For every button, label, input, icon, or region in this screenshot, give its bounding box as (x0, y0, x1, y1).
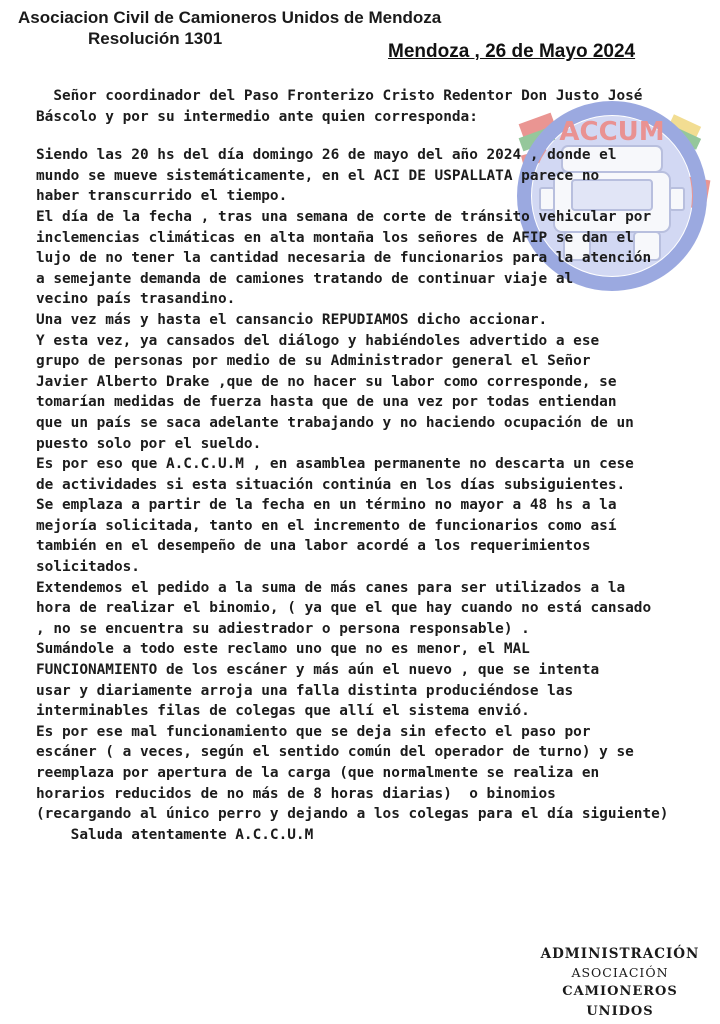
letter-line: (recargando al único perro y dejando a los colegas para el día siguiente) (36, 806, 669, 823)
salutation (36, 86, 686, 127)
letter-line: Señor coordinador del Paso Fronterizo Cristo Redentor Don Justo José (36, 88, 643, 104)
organization-name: Asociacion Civil de Camioneros Unidos de Mendoza (18, 8, 442, 27)
letter-line: escáner ( a veces, según el sentido común del operador de turno) y se (36, 744, 634, 761)
letter-line: El día de la fecha , tras una semana de corte de tránsito vehicular por (36, 208, 652, 225)
letter-line: , no se encuentra su adiestrador o persona responsable) . (36, 620, 530, 637)
letter-line: también en el desempeño de una labor acordé a los requerimientos (36, 538, 591, 555)
letter-line: usar y diariamente arroja una falla distinta produciéndose las (36, 682, 574, 699)
letter-line: horarios reducidos de no más de 8 horas diarias) o binomios (36, 785, 556, 802)
letter-line: Una vez más y hasta el cansancio REPUDIAMOS dicho accionar. (36, 311, 548, 328)
letter-line: a semejante demanda de camiones tratando de continuar viaje al (36, 270, 574, 287)
resolution-number: Resolución 1301 (88, 29, 223, 48)
letter-line: Javier Alberto Drake ,que de no hacer su labor como corresponde, se (36, 373, 617, 390)
letter-line: Se emplaza a partir de la fecha en un término no mayor a 48 hs a la (36, 497, 617, 514)
letter-line: puesto solo por el sueldo. (36, 435, 262, 452)
letter-paragraphs (36, 145, 686, 845)
signature-stamp (530, 944, 710, 1022)
stamp-line-camioneros-unidos: CAMIONEROS UNIDOS (562, 984, 678, 1019)
letter-line: Extendemos el pedido a la suma de más canes para ser utilizados a la (36, 579, 626, 596)
logo-text: ACCUM (559, 117, 665, 147)
letter-line: Sumándole a todo este reclamo uno que no es menor, el MAL (36, 641, 530, 658)
letter-line: grupo de personas por medio de su Administrador general el Señor (36, 353, 591, 370)
paragraph-gap (36, 127, 686, 145)
letter-line: Y esta vez, ya cansados del diálogo y habiéndoles advertido a ese (36, 332, 600, 349)
letter-line: Siendo las 20 hs del día domingo 26 de mayo del año 2024 , donde el (36, 147, 617, 164)
letter-line: lujo de no tener la cantidad necesaria de funcionarios para la atención (36, 250, 652, 267)
letter-line: Es por ese mal funcionamiento que se deja sin efecto el paso por (36, 723, 591, 740)
letter-body (36, 86, 686, 845)
letter-line: inclemencias climáticas en alta montaña los señores de AFIP se dan el (36, 229, 634, 246)
stamp-line-administracion: ADMINISTRACIÓN (540, 946, 700, 962)
letter-line: hora de realizar el binomio, ( ya que el que hay cuando no está cansado (36, 600, 652, 617)
letter-line: Es por eso que A.C.C.U.M , en asamblea permanente no descarta un cese (36, 456, 634, 473)
letter-line: tomarían medidas de fuerza hasta que de una vez por todas entiendan (36, 394, 617, 411)
stamp-line-asociacion: ASOCIACIÓN (571, 965, 669, 980)
letter-line: mundo se mueve sistemáticamente, en el ACI DE USPALLATA parece no (36, 167, 600, 184)
letter-date: Mendoza , 26 de Mayo 2024 (388, 41, 636, 62)
letter-line: que un país se saca adelante trabajando y no haciendo ocupación de un (36, 414, 634, 431)
letter-line: mejoría solicitada, tanto en el incremento de funcionarios como así (36, 517, 617, 534)
letter-line: reemplaza por apertura de la carga (que normalmente se realiza en (36, 765, 600, 781)
letter-line: FUNCIONAMIENTO de los escáner y más aún el nuevo , que se intenta (36, 662, 600, 679)
letter-line: haber transcurrido el tiempo. (36, 188, 288, 205)
letter-line: solicitados. (36, 559, 140, 576)
letter-line: interminables filas de colegas que allí el sistema envió. (36, 703, 530, 720)
letter-line: Báscolo y por su intermedio ante quien corresponda: (36, 108, 478, 125)
letter-line: vecino país trasandino. (36, 291, 236, 308)
letter-line: de actividades si esta situación continúa en los días subsiguientes. (36, 476, 626, 493)
letter-line: Saluda atentamente A.C.C.U.M (36, 826, 314, 843)
